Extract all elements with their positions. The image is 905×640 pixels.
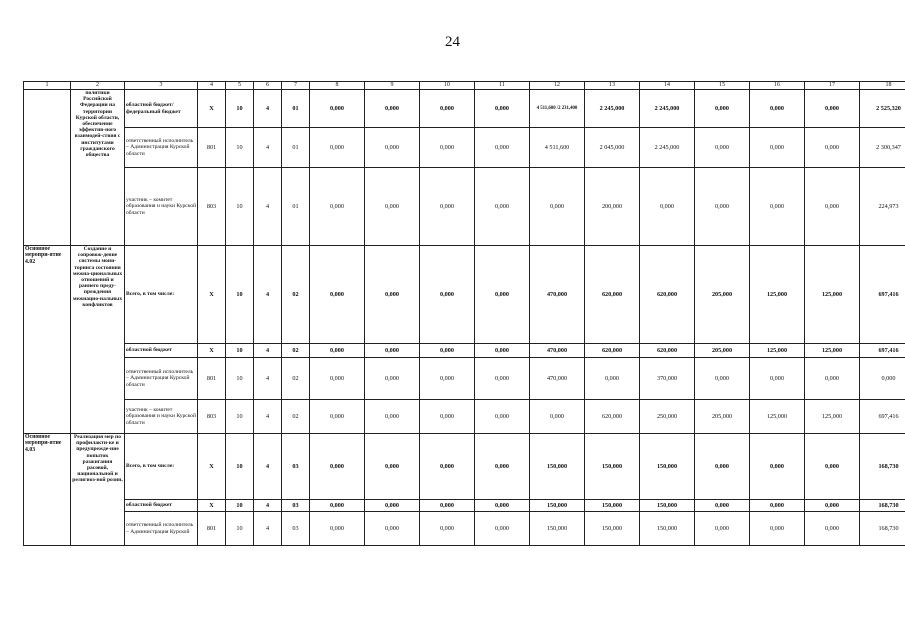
column-number: 13 (585, 82, 640, 90)
value-cell: 168,730 (860, 434, 905, 500)
value-cell: 803 (198, 168, 226, 246)
table-row (24, 358, 905, 400)
value-cell: 224,973 (860, 168, 905, 246)
value-cell: 620,000 (585, 246, 640, 344)
value-cell: 0,000 (475, 512, 530, 546)
value-cell: 168,730 (860, 500, 905, 512)
value-cell: 0,000 (695, 512, 750, 546)
column-number: 4 (198, 82, 226, 90)
row-label: областной бюджет (125, 500, 198, 512)
table-row (24, 400, 905, 434)
column-number: 18 (860, 82, 905, 90)
description-cell: Реализация мер по профилакти-ке и предупрежде-ние попыток разжигания расовой, национальной и религиоз-ной розни, (71, 434, 125, 546)
table-row (24, 168, 905, 246)
value-cell: 125,000 (750, 246, 805, 344)
value-cell: 0,000 (310, 344, 365, 358)
value-cell: 150,000 (640, 512, 695, 546)
value-cell: 697,416 (860, 400, 905, 434)
value-cell: 205,000 (695, 400, 750, 434)
measure-cell: Основное меропри-ятие 4.02 (24, 246, 71, 434)
column-number: 15 (695, 82, 750, 90)
value-cell: 0,000 (750, 90, 805, 128)
row-label: ответственный исполнитель – Администрация Курской области (125, 128, 198, 168)
value-cell: 0,000 (310, 128, 365, 168)
value-cell: 200,000 (585, 168, 640, 246)
table-row (24, 246, 905, 344)
value-cell: 0,000 (805, 434, 860, 500)
column-number: 11 (475, 82, 530, 90)
value-cell: 0,000 (365, 90, 420, 128)
value-cell: 205,000 (695, 344, 750, 358)
value-cell: 0,000 (475, 168, 530, 246)
value-cell: 125,000 (750, 344, 805, 358)
column-number: 6 (254, 82, 282, 90)
value-cell: 620,000 (585, 344, 640, 358)
value-cell: 4 (254, 344, 282, 358)
row-label: Всего, в том числе: (125, 434, 198, 500)
value-cell: 4 (254, 500, 282, 512)
value-cell: 0,000 (365, 168, 420, 246)
value-cell: 0,000 (310, 512, 365, 546)
row-label: участник – комитет образования и науки Курской области (125, 400, 198, 434)
value-cell: 0,000 (750, 358, 805, 400)
value-cell: 0,000 (475, 90, 530, 128)
measure-cell (24, 90, 71, 246)
value-cell: 0,000 (420, 246, 475, 344)
value-cell: 0,000 (805, 512, 860, 546)
value-cell: 150,000 (530, 500, 585, 512)
value-cell: 0,000 (420, 434, 475, 500)
value-cell: 697,416 (860, 246, 905, 344)
value-cell: 02 (282, 400, 310, 434)
value-cell: 0,000 (310, 434, 365, 500)
row-label: ответственный исполнитель – Администрация Курской области (125, 358, 198, 400)
value-cell: 0,000 (420, 500, 475, 512)
value-cell: Х (198, 90, 226, 128)
value-cell: 150,000 (640, 500, 695, 512)
value-cell: 01 (282, 168, 310, 246)
value-cell: 0,000 (365, 246, 420, 344)
value-cell: 125,000 (750, 400, 805, 434)
value-cell: 10 (226, 434, 254, 500)
value-cell: 250,000 (640, 400, 695, 434)
column-number: 5 (226, 82, 254, 90)
value-cell: Х (198, 500, 226, 512)
value-cell: 2 525,320 (860, 90, 905, 128)
column-number: 3 (125, 82, 198, 90)
value-cell: 4 (254, 400, 282, 434)
column-number: 10 (420, 82, 475, 90)
value-cell: 0,000 (475, 500, 530, 512)
value-cell: 0,000 (475, 344, 530, 358)
value-cell: 0,000 (695, 90, 750, 128)
row-label: областной бюджет (125, 344, 198, 358)
value-cell: 0,000 (750, 512, 805, 546)
value-cell: 4 (254, 434, 282, 500)
value-cell: 10 (226, 128, 254, 168)
column-number: 8 (310, 82, 365, 90)
value-cell: 801 (198, 512, 226, 546)
column-number: 12 (530, 82, 585, 90)
value-cell: 0,000 (475, 246, 530, 344)
description-cell: Создание и сопровож-дение системы мони-торинга состояния межна-циональных отношений и раннего преду-преждения межнацио-нальных конфликтов (71, 246, 125, 434)
value-cell: 4 511,600 (530, 128, 585, 168)
value-cell: 0,000 (365, 434, 420, 500)
value-cell: 0,000 (750, 168, 805, 246)
value-cell: 01 (282, 90, 310, 128)
row-label: участник – комитет образования и науки Курской области (125, 168, 198, 246)
value-cell: 0,000 (585, 358, 640, 400)
value-cell: 0,000 (365, 358, 420, 400)
column-number: 2 (71, 82, 125, 90)
value-cell: 150,000 (585, 500, 640, 512)
row-label: Всего, в том числе: (125, 246, 198, 344)
value-cell: 4 (254, 128, 282, 168)
value-cell: 0,000 (805, 168, 860, 246)
value-cell: Х (198, 344, 226, 358)
value-cell: 150,000 (585, 434, 640, 500)
value-cell: 10 (226, 500, 254, 512)
table-row (24, 90, 905, 128)
value-cell: 01 (282, 128, 310, 168)
column-number: 17 (805, 82, 860, 90)
value-cell: 0,000 (695, 434, 750, 500)
value-cell: 0,000 (420, 128, 475, 168)
value-cell: 02 (282, 344, 310, 358)
value-cell: 0,000 (420, 358, 475, 400)
value-cell: 0,000 (530, 168, 585, 246)
measure-cell: Основное меропри-ятие 4.03 (24, 434, 71, 546)
column-number: 1 (24, 82, 71, 90)
value-cell: 150,000 (530, 434, 585, 500)
value-cell: 10 (226, 168, 254, 246)
column-number: 14 (640, 82, 695, 90)
value-cell: 168,730 (860, 512, 905, 546)
value-cell: 0,000 (310, 90, 365, 128)
budget-table (23, 81, 905, 546)
value-cell: 150,000 (640, 434, 695, 500)
value-cell: 03 (282, 434, 310, 500)
value-cell: 0,000 (860, 358, 905, 400)
value-cell: 4 (254, 246, 282, 344)
page-number: 24 (445, 34, 460, 50)
value-cell: 0,000 (365, 400, 420, 434)
value-cell: 0,000 (695, 358, 750, 400)
value-cell: 205,000 (695, 246, 750, 344)
value-cell: 0,000 (420, 90, 475, 128)
value-cell: 0,000 (530, 400, 585, 434)
value-cell: 0,000 (365, 500, 420, 512)
value-cell: 150,000 (585, 512, 640, 546)
value-cell: 0,000 (310, 400, 365, 434)
value-cell: 370,000 (640, 358, 695, 400)
value-cell: 125,000 (805, 246, 860, 344)
column-number-row (24, 82, 905, 90)
value-cell: 697,416 (860, 344, 905, 358)
value-cell: 2 245,000 (640, 128, 695, 168)
value-cell: 0,000 (805, 358, 860, 400)
value-cell: 0,000 (695, 500, 750, 512)
value-cell: 10 (226, 90, 254, 128)
value-cell: 02 (282, 358, 310, 400)
value-cell: 10 (226, 400, 254, 434)
value-cell: 620,000 (640, 344, 695, 358)
value-cell: 4 (254, 168, 282, 246)
value-cell: 10 (226, 512, 254, 546)
value-cell: 0,000 (475, 128, 530, 168)
description-cell: политики Российской Федерации на территории Курской области, обеспечение эффектив-ного взаимодей-ствия с институтами гражданского общества (71, 90, 125, 246)
value-cell: 620,000 (585, 400, 640, 434)
value-cell: 0,000 (805, 500, 860, 512)
value-cell: 03 (282, 500, 310, 512)
value-cell: 4 511,600 /2 231,400 (530, 90, 585, 128)
value-cell: Х (198, 434, 226, 500)
table-row (24, 344, 905, 358)
value-cell: 801 (198, 358, 226, 400)
value-cell: 803 (198, 400, 226, 434)
value-cell: 0,000 (750, 500, 805, 512)
column-number: 7 (282, 82, 310, 90)
value-cell: 03 (282, 512, 310, 546)
value-cell: 0,000 (695, 128, 750, 168)
column-number: 9 (365, 82, 420, 90)
column-number: 16 (750, 82, 805, 90)
row-label: областной бюджет/ федеральный бюджет (125, 90, 198, 128)
value-cell: 0,000 (310, 358, 365, 400)
value-cell: 470,000 (530, 246, 585, 344)
value-cell: 620,000 (640, 246, 695, 344)
value-cell: 0,000 (420, 168, 475, 246)
value-cell: 0,000 (310, 500, 365, 512)
value-cell: 0,000 (750, 434, 805, 500)
value-cell: 0,000 (310, 246, 365, 344)
row-label: ответственный исполнитель – Администрация Курской (125, 512, 198, 546)
table-row (24, 500, 905, 512)
value-cell: 10 (226, 344, 254, 358)
value-cell: 4 (254, 512, 282, 546)
value-cell: 4 (254, 358, 282, 400)
value-cell: 0,000 (420, 344, 475, 358)
value-cell: 2 045,000 (585, 128, 640, 168)
value-cell: 470,000 (530, 358, 585, 400)
value-cell: 125,000 (805, 400, 860, 434)
table-row (24, 512, 905, 546)
value-cell: 02 (282, 246, 310, 344)
value-cell: 125,000 (805, 344, 860, 358)
value-cell: 0,000 (365, 344, 420, 358)
table-row (24, 128, 905, 168)
value-cell: 0,000 (805, 90, 860, 128)
value-cell: 0,000 (750, 128, 805, 168)
value-cell: Х (198, 246, 226, 344)
value-cell: 0,000 (475, 400, 530, 434)
value-cell: 2 245,000 (585, 90, 640, 128)
value-cell: 0,000 (365, 128, 420, 168)
value-cell: 0,000 (420, 512, 475, 546)
value-cell: 10 (226, 358, 254, 400)
value-cell: 801 (198, 128, 226, 168)
value-cell: 0,000 (365, 512, 420, 546)
value-cell: 0,000 (475, 434, 530, 500)
value-cell: 0,000 (310, 168, 365, 246)
value-cell: 10 (226, 246, 254, 344)
table-row (24, 434, 905, 500)
value-cell: 470,000 (530, 344, 585, 358)
value-cell: 0,000 (805, 128, 860, 168)
value-cell: 2 300,347 (860, 128, 905, 168)
value-cell: 150,000 (530, 512, 585, 546)
value-cell: 0,000 (640, 168, 695, 246)
value-cell: 4 (254, 90, 282, 128)
value-cell: 0,000 (695, 168, 750, 246)
value-cell: 0,000 (420, 400, 475, 434)
value-cell: 0,000 (475, 358, 530, 400)
value-cell: 2 245,000 (640, 90, 695, 128)
